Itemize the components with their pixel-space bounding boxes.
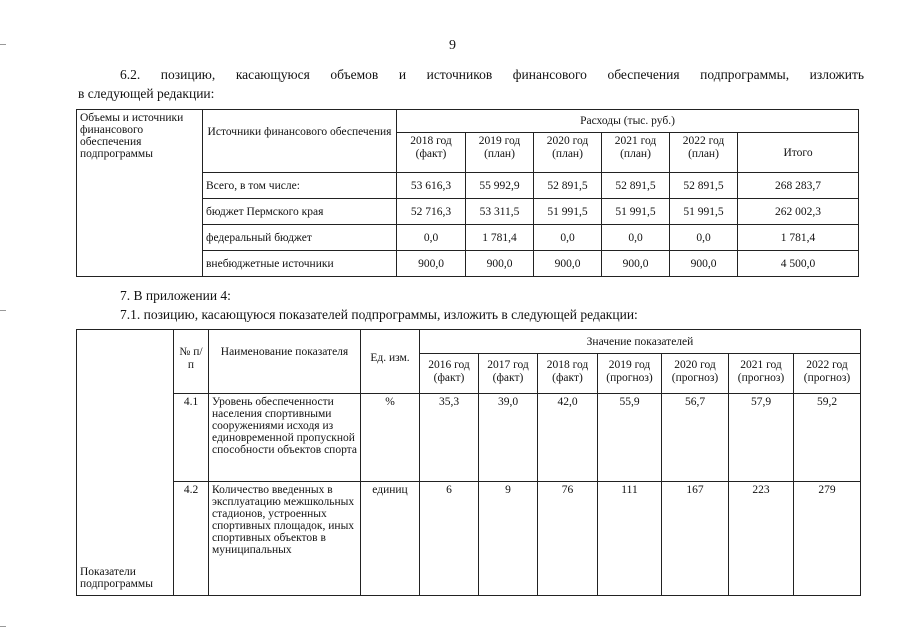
finance-source: Всего, в том числе: xyxy=(203,173,397,199)
finance-year-header: 2022 год (план) xyxy=(670,133,738,173)
indicators-table xyxy=(76,329,861,596)
finance-value: 900,0 xyxy=(397,251,466,277)
indicator-value: 111 xyxy=(598,482,662,596)
finance-value: 53 616,3 xyxy=(397,173,466,199)
finance-value: 52 891,5 xyxy=(670,173,738,199)
section-6-2-line1: 6.2. позицию, касающуюся объемов и источников финансового обеспечения подпрограммы, изложить xyxy=(120,67,864,82)
indicator-value: 167 xyxy=(662,482,729,596)
indicators-year-header: 2016 год (факт) xyxy=(420,354,479,394)
indicators-year-header: 2020 год (прогноз) xyxy=(662,354,729,394)
indicators-year-header: 2021 год (прогноз) xyxy=(729,354,794,394)
finance-row-header: Объемы и источники финансового обеспечения подпрограммы xyxy=(77,110,203,277)
indicator-value: 9 xyxy=(479,482,538,596)
indicator-value: 59,2 xyxy=(794,394,861,482)
finance-total: 1 781,4 xyxy=(738,225,859,251)
finance-value: 52 891,5 xyxy=(534,173,602,199)
finance-source: внебюджетные источники xyxy=(203,251,397,277)
indicators-num-header: № п/п xyxy=(174,330,209,394)
indicators-year-header: 2018 год (факт) xyxy=(538,354,598,394)
indicators-row xyxy=(77,482,861,596)
indicators-year-header: 2019 год (прогноз) xyxy=(598,354,662,394)
indicator-unit: единиц xyxy=(361,482,420,596)
finance-value: 51 991,5 xyxy=(670,199,738,225)
finance-value: 0,0 xyxy=(670,225,738,251)
finance-value: 55 992,9 xyxy=(466,173,534,199)
finance-value: 51 991,5 xyxy=(534,199,602,225)
indicators-values-header: Значение показателей xyxy=(420,330,861,354)
indicator-value: 279 xyxy=(794,482,861,596)
finance-year-header: 2020 год (план) xyxy=(534,133,602,173)
finance-value: 1 781,4 xyxy=(466,225,534,251)
finance-value: 52 716,3 xyxy=(397,199,466,225)
section-7: 7. В приложении 4: xyxy=(120,288,231,303)
indicators-year-header: 2017 год (факт) xyxy=(479,354,538,394)
finance-value: 900,0 xyxy=(534,251,602,277)
indicator-value: 39,0 xyxy=(479,394,538,482)
finance-total-header: Итого xyxy=(738,133,859,173)
section-7-1: 7.1. позицию, касающуюся показателей подпрограммы, изложить в следующей редакции: xyxy=(120,307,638,322)
indicators-year-header: 2022 год (прогноз) xyxy=(794,354,861,394)
indicators-name-header: Наименование показателя xyxy=(209,330,361,394)
finance-year-header: 2021 год (план) xyxy=(602,133,670,173)
finance-value: 0,0 xyxy=(534,225,602,251)
indicator-value: 57,9 xyxy=(729,394,794,482)
finance-source: бюджет Пермского края xyxy=(203,199,397,225)
indicator-value: 6 xyxy=(420,482,479,596)
finance-table xyxy=(76,109,859,277)
finance-value: 52 891,5 xyxy=(602,173,670,199)
indicator-unit: % xyxy=(361,394,420,482)
indicators-unit-header: Ед. изм. xyxy=(361,330,420,394)
page-number: 9 xyxy=(449,38,456,53)
finance-source-header: Источники финансового обеспечения xyxy=(203,110,397,173)
finance-value: 900,0 xyxy=(602,251,670,277)
indicators-row-header: Показатели подпрограммы xyxy=(77,330,174,596)
indicator-value: 56,7 xyxy=(662,394,729,482)
margin-mark xyxy=(0,626,6,627)
indicators-row xyxy=(77,394,861,482)
finance-value: 900,0 xyxy=(670,251,738,277)
finance-year-header: 2019 год (план) xyxy=(466,133,534,173)
indicator-value: 76 xyxy=(538,482,598,596)
indicator-value: 35,3 xyxy=(420,394,479,482)
finance-value: 53 311,5 xyxy=(466,199,534,225)
finance-value: 51 991,5 xyxy=(602,199,670,225)
indicator-value: 223 xyxy=(729,482,794,596)
finance-total: 4 500,0 xyxy=(738,251,859,277)
indicator-value: 42,0 xyxy=(538,394,598,482)
indicator-num: 4.2 xyxy=(174,482,209,596)
finance-total: 262 002,3 xyxy=(738,199,859,225)
section-6-2-line2: в следующей редакции: xyxy=(78,86,215,101)
indicator-name: Количество введенных в эксплуатацию межшкольных стадионов, устроенных спортивных площадок, иных спортивных объектов в муниципальных xyxy=(209,482,361,596)
margin-mark xyxy=(0,310,6,311)
finance-total: 268 283,7 xyxy=(738,173,859,199)
indicator-value: 55,9 xyxy=(598,394,662,482)
finance-value: 900,0 xyxy=(466,251,534,277)
finance-value: 0,0 xyxy=(397,225,466,251)
finance-value: 0,0 xyxy=(602,225,670,251)
finance-source: федеральный бюджет xyxy=(203,225,397,251)
indicator-name: Уровень обеспеченности населения спортивными сооружениями исходя из единовременной пропускной способности объектов спорта xyxy=(209,394,361,482)
finance-expenses-header: Расходы (тыс. руб.) xyxy=(397,110,859,133)
indicator-num: 4.1 xyxy=(174,394,209,482)
finance-year-header: 2018 год (факт) xyxy=(397,133,466,173)
